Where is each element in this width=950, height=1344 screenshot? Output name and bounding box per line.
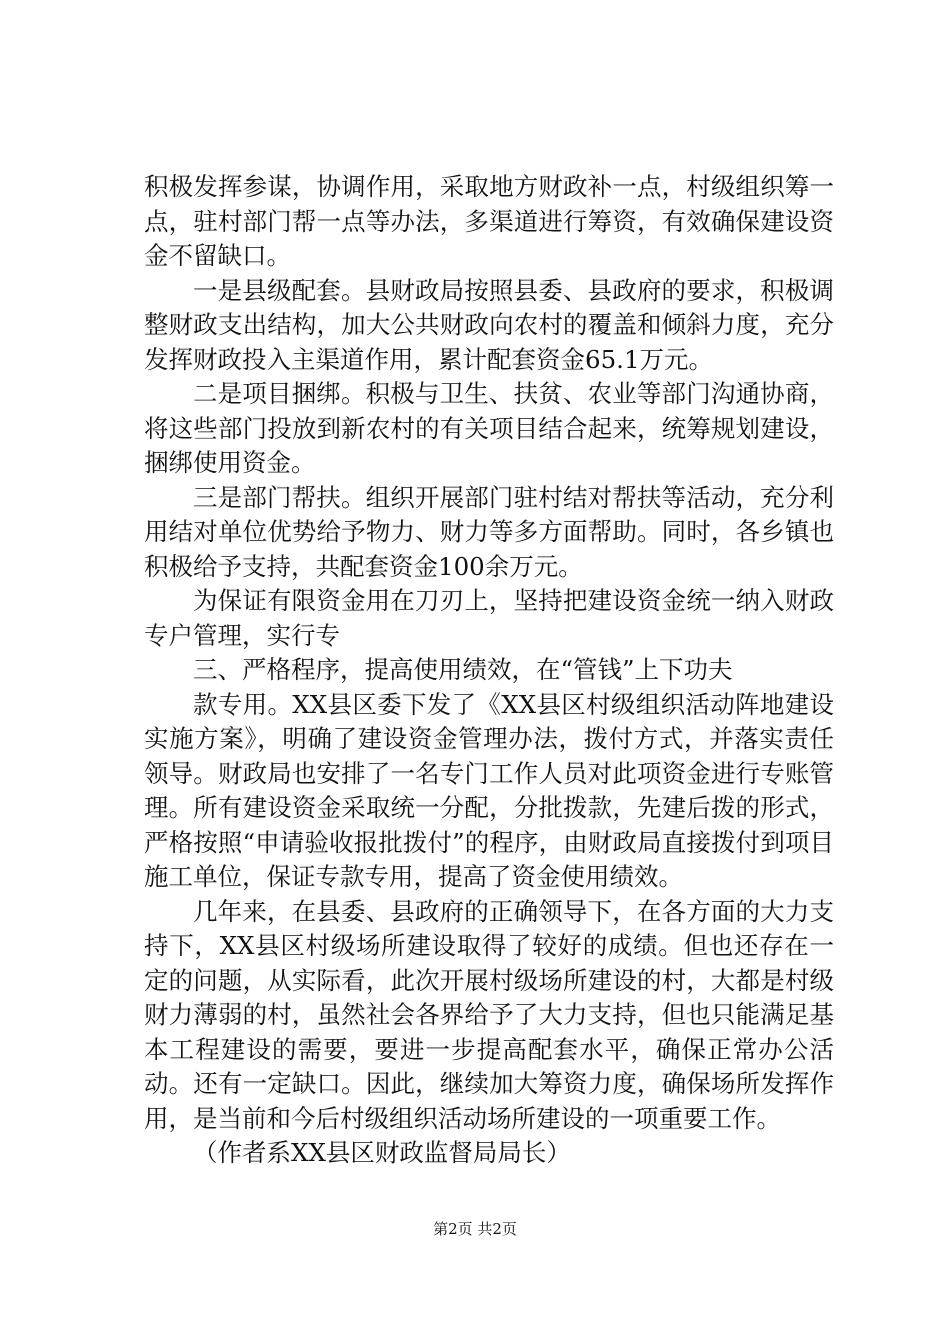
paragraph-project-bundling: 二是项目捆绑。积极与卫生、扶贫、农业等部门沟通协商，将这些部门投放到新农村的有关项目结合起来，统筹规划建设，捆绑使用资金。 [144,379,834,477]
paragraph-special-fund-use: 款专用。XX县区委下发了《XX县区村级组织活动阵地建设实施方案》，明确了建设资金管理办法，拨付方式，并落实责任领导。财政局也安排了一名专门工作人员对此项资金进行专账管理。所有建设资金采取统一分配，分批拨款，先建后拨的形式，严格按照“申请验收报批拨付”的程序，由财政局直接拨付到项目施工单位，保证专款专用，提高了资金使用绩效。 [144,689,834,891]
paragraph-fund-management: 为保证有限资金用在刀刃上，坚持把建设资金统一纳入财政专户管理，实行专 [144,586,834,650]
paragraph-conclusion: 几年来，在县委、县政府的正确领导下，在各方面的大力支持下，XX县区村级场所建设取得了较好的成绩。但也还存在一定的问题，从实际看，此次开展村级场所建设的村，大都是村级财力薄弱的村，虽然社会各界给予了大力支持，但也只能满足基本工程建设的需要，要进一步提高配套水平，确保正常办公活动。还有一定缺口。因此，继续加大筹资力度，确保场所发挥作用，是当前和今后村级组织活动场所建设的一项重要工作。 [144,896,834,1133]
document-body [144,170,834,1171]
author-note: （作者系XX县区财政监督局局长） [193,1138,571,1167]
paragraph-fundraising-intro: 积极发挥参谋，协调作用，采取地方财政补一点，村级组织筹一点，驻村部门帮一点等办法，多渠道进行筹资，有效确保建设资金不留缺口。 [144,172,834,270]
paragraph-county-matching: 一是县级配套。县财政局按照县委、县政府的要求，积极调整财政支出结构，加大公共财政向农村的覆盖和倾斜力度，充分发挥财政投入主渠道作用，累计配套资金65.1万元。 [144,275,834,374]
section-heading-strict-procedure: 三、严格程序，提高使用绩效，在“管钱”上下功夫 [193,655,733,684]
page-number-footer: 第2页 共2页 [433,1220,517,1238]
paragraph-department-support: 三是部门帮扶。组织开展部门驻村结对帮扶等活动，充分利用结对单位优势给予物力、财力等多方面帮助。同时，各乡镇也积极给予支持，共配套资金100余万元。 [144,482,834,581]
